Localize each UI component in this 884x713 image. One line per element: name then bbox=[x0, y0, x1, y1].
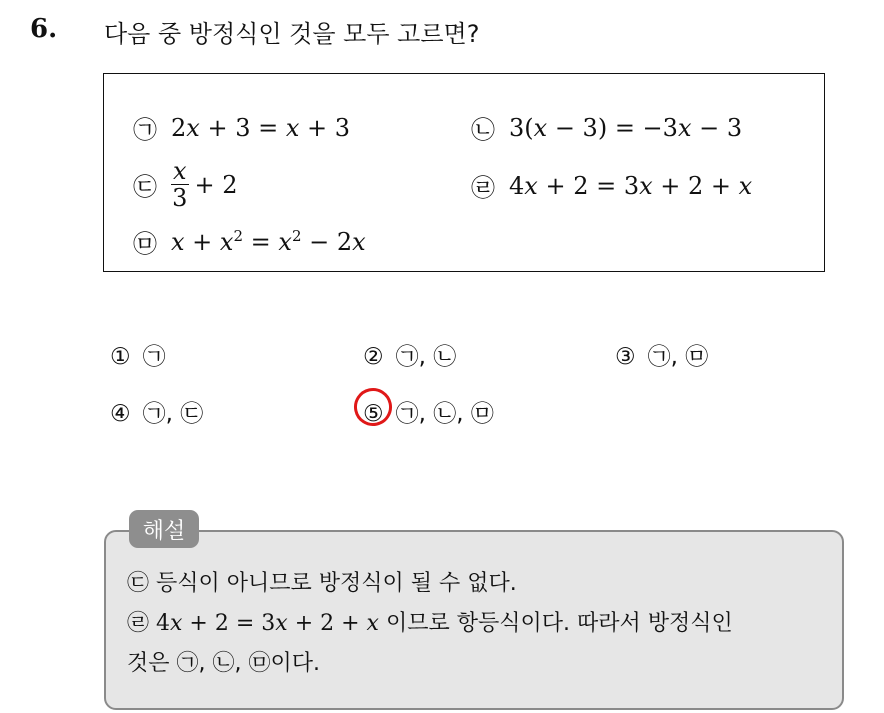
choice-5-number: ⑤ bbox=[363, 401, 384, 427]
item-d bbox=[471, 168, 752, 203]
solution-line-2-text: 이므로 항등식이다. 따라서 방정식인 bbox=[385, 611, 733, 636]
solution-line-2-mark: ㉣ bbox=[127, 611, 150, 636]
choice-2-number: ② bbox=[363, 344, 384, 370]
solution-tag: 해설 bbox=[129, 510, 199, 548]
solution-line-2 bbox=[127, 606, 733, 637]
item-a-mark: ㉠ bbox=[133, 116, 157, 144]
choice-5-text: ㉠, ㉡, ㉤ bbox=[395, 401, 494, 427]
choice-4-text: ㉠, ㉢ bbox=[142, 401, 204, 427]
choice-1-number: ① bbox=[110, 344, 131, 370]
item-c-mark: ㉢ bbox=[133, 173, 157, 201]
item-c-numerator: x bbox=[173, 157, 187, 185]
choice-3[interactable] bbox=[615, 338, 708, 371]
solution-line-1-mark: ㉢ bbox=[127, 571, 150, 596]
item-b bbox=[471, 110, 742, 145]
item-c bbox=[133, 158, 238, 211]
solution-line-2-expr: 4x + 2 = 3x + 2 + x bbox=[156, 611, 379, 636]
item-c-expr: + 2 bbox=[194, 170, 238, 199]
item-b-expr: 3(x − 3) = −3x − 3 bbox=[509, 113, 743, 142]
solution-line-1-text: 등식이 아니므로 방정식이 될 수 없다. bbox=[156, 571, 517, 596]
choice-2-text: ㉠, ㉡ bbox=[395, 344, 457, 370]
question-text: 다음 중 방정식인 것을 모두 고르면? bbox=[104, 20, 480, 48]
item-c-denominator: 3 bbox=[172, 184, 188, 212]
item-c-fraction bbox=[171, 158, 189, 211]
item-a bbox=[133, 110, 350, 145]
choice-1-text: ㉠ bbox=[142, 344, 166, 370]
item-e-mark: ㉤ bbox=[133, 230, 157, 258]
item-b-mark: ㉡ bbox=[471, 116, 495, 144]
item-e bbox=[133, 224, 366, 259]
choice-1[interactable] bbox=[110, 338, 166, 371]
question-number: 6. bbox=[30, 14, 58, 44]
solution-line-3: 것은 ㉠, ㉡, ㉤이다. bbox=[127, 651, 320, 676]
solution-line-1 bbox=[127, 566, 517, 597]
choice-3-number: ③ bbox=[615, 344, 636, 370]
choice-2[interactable] bbox=[363, 338, 456, 371]
item-d-expr: 4x + 2 = 3x + 2 + x bbox=[509, 171, 753, 200]
item-e-expr: $x + x^2 = x^2 - 2x$ bbox=[171, 227, 366, 256]
item-a-expr: 2x + 3 = x + 3 bbox=[171, 113, 351, 142]
choice-4[interactable] bbox=[110, 395, 203, 428]
item-d-mark: ㉣ bbox=[471, 174, 495, 202]
choice-4-number: ④ bbox=[110, 401, 131, 427]
choice-3-text: ㉠, ㉤ bbox=[647, 344, 709, 370]
